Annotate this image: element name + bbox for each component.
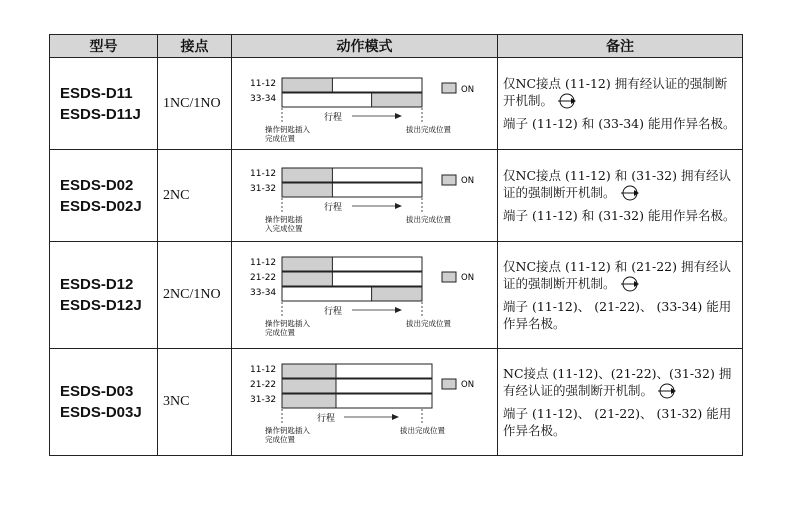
note-line-1: NC接点 (11-12)、(21-22)、(31-32) 拥有经认证的强制断开机制。 [503,365,732,398]
terminal-label: 33-34 [250,288,277,298]
legend-label: ON [461,380,475,390]
note-text: 端子 (11-12)、 (21-22)、 (33-34) 能用作异名极。 [503,299,732,332]
note-cell [498,150,743,242]
on-segment [282,78,332,92]
stroke-arrowhead [392,414,399,420]
model-name: ESDS-D12 [60,276,134,293]
note-cell [498,58,743,150]
terminal-label: 31-32 [250,395,277,405]
legend-swatch [442,83,456,93]
contact-cell: 2NC [158,150,232,242]
note-text [503,75,738,110]
model-cell [50,58,158,150]
note-cell [498,242,743,349]
insert-label-2: 完成位置 [265,435,295,444]
terminal-label: 11-12 [250,169,277,179]
on-segment [372,287,422,301]
note-line-1: 仅NC接点 (11-12) 和 (21-22) 拥有经认证的强制断开机制。 [503,258,731,291]
on-segment [282,379,336,393]
insert-label: 操作钥匙插 [265,215,303,224]
stroke-arrowhead [395,203,402,209]
insert-label: 操作钥匙插入 [265,125,310,134]
legend-label: ON [461,273,475,283]
terminal-label: 33-34 [250,94,277,104]
note-line-1: 仅NC接点 (11-12) 拥有经认证的强制断开机制。 [503,75,728,108]
header-note: 备注 [498,35,743,58]
insert-label-2: 完成位置 [265,134,295,143]
stroke-arrowhead [395,307,402,313]
model-name-j: ESDS-D03J [60,404,142,421]
terminal-label: 11-12 [250,365,277,375]
stroke-label: 行程 [324,307,343,317]
note-line-1: 仅NC接点 (11-12) 和 (31-32) 拥有经认证的强制断开机制。 [503,167,731,200]
mode-cell [232,58,498,150]
note-text [503,365,738,400]
model-name: ESDS-D11 [60,84,133,102]
contact-cell: 1NC/1NO [158,58,232,150]
contact-spec-table [49,34,743,456]
table-row [50,349,743,456]
model-name-j: ESDS-D02J [60,197,142,215]
on-segment [282,183,332,197]
legend-swatch [442,379,456,389]
on-segment [282,394,336,408]
table-row [50,242,743,349]
model-name: ESDS-D02 [60,176,134,194]
legend-swatch [442,272,456,282]
stroke-label: 行程 [324,203,343,213]
mode-diagram [232,58,498,145]
model-cell [50,349,158,456]
note-text [503,167,738,202]
insert-label-2: 完成位置 [265,328,295,337]
model-cell [50,150,158,242]
note-text: 端子 (11-12)、 (21-22)、 (31-32) 能用作异名极。 [503,406,732,439]
mode-cell [232,150,498,242]
table-row [50,150,743,242]
terminal-label: 21-22 [250,273,277,283]
note-text: 端子 (11-12) 和 (33-34) 能用作异名极。 [503,116,736,132]
note-text [503,258,738,293]
pullout-label: 拔出完成位置 [406,125,451,134]
model-name-j: ESDS-D12J [60,297,142,314]
header-model: 型号 [50,35,158,58]
header-row [50,35,743,58]
note-cell [498,349,743,456]
contact-cell: 2NC/1NO [158,242,232,349]
on-segment [372,93,422,107]
on-segment [282,364,336,378]
terminal-label: 31-32 [250,184,277,194]
insert-label: 操作钥匙插入 [265,319,310,328]
table-row [50,58,743,150]
on-segment [282,257,332,271]
mode-diagram [232,349,498,451]
mode-cell [232,242,498,349]
mode-diagram [232,150,498,237]
model-name-j: ESDS-D11J [60,105,141,123]
legend-label: ON [461,176,475,186]
terminal-label: 11-12 [250,258,277,268]
contact-cell: 3NC [158,349,232,456]
mode-diagram [232,242,498,344]
stroke-arrowhead [395,113,402,119]
pullout-label: 拔出完成位置 [400,426,445,435]
mode-cell [232,349,498,456]
positive-opening-icon [619,185,641,201]
header-mode: 动作模式 [232,35,498,58]
positive-opening-icon [556,93,578,109]
terminal-label: 21-22 [250,380,277,390]
pullout-label: 拔出完成位置 [406,319,451,328]
legend-label: ON [461,85,475,95]
model-cell [50,242,158,349]
positive-opening-icon [619,276,641,292]
on-segment [282,168,332,182]
stroke-label: 行程 [324,113,343,123]
on-segment [282,272,332,286]
header-contact: 接点 [158,35,232,58]
positive-opening-icon [656,383,678,399]
stroke-label: 行程 [317,414,336,424]
pullout-label: 拔出完成位置 [406,215,451,224]
note-text: 端子 (11-12) 和 (31-32) 能用作异名极。 [503,208,736,224]
model-name: ESDS-D03 [60,383,134,400]
legend-swatch [442,175,456,185]
insert-label: 操作钥匙插入 [265,426,310,435]
insert-label-2: 入完成位置 [265,224,303,233]
terminal-label: 11-12 [250,79,277,89]
